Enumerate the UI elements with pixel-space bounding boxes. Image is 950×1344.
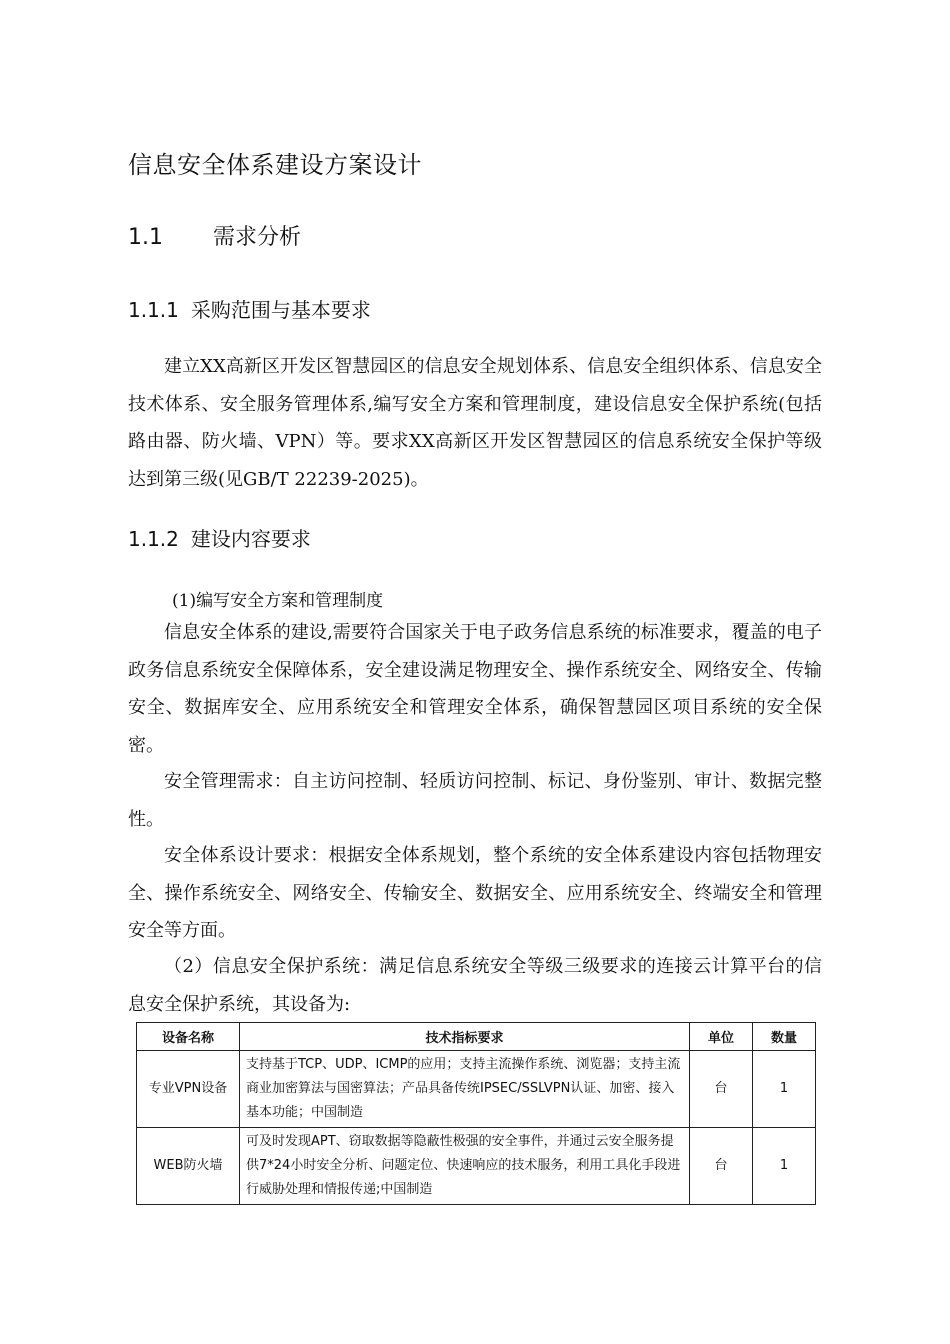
quantity-cell: 1 <box>753 1128 816 1205</box>
spec-cell: 支持基于TCP、UDP、ICMP的应用；支持主流操作系统、浏览器；支持主流商业加密算法与国密算法；产品具备传统IPSEC/SSLVPN认证、加密、接入基本功能；中国制造 <box>240 1051 690 1128</box>
table-header-cell: 单位 <box>690 1023 753 1051</box>
paragraph-protection-system: （2）信息安全保护系统：满足信息系统安全等级三级要求的连接云计算平台的信息安全保护系统，其设备为: <box>128 956 822 1015</box>
subsection-heading-2 <box>128 523 311 552</box>
table-header-cell: 设备名称 <box>137 1023 240 1051</box>
list-item-1: (1)编写安全方案和管理制度 <box>172 591 384 611</box>
paragraph-management-needs: 安全管理需求：自主访问控制、轻质访问控制、标记、身份鉴别、审计、数据完整性。 <box>128 771 822 830</box>
equipment-table <box>136 1022 816 1205</box>
section-heading <box>128 220 301 251</box>
table-header-row <box>137 1023 816 1051</box>
subsection-number: 1.1.1 <box>128 298 179 322</box>
unit-cell: 台 <box>690 1128 753 1205</box>
device-name-cell: WEB防火墙 <box>137 1128 240 1205</box>
unit-cell: 台 <box>690 1051 753 1128</box>
subsection-number: 1.1.2 <box>128 527 179 551</box>
procurement-paragraph: 建立XX高新区开发区智慧园区的信息安全规划体系、信息安全组织体系、信息安全技术体系、安全服务管理体系,编写安全方案和管理制度，建设信息安全保护系统(包括路由器、防火墙、VPN）等。要求XX高新区开发区智慧园区的信息系统安全保护等级达到第三级(见GB/T 22239-2025)。 <box>128 356 822 490</box>
quantity-cell: 1 <box>753 1051 816 1128</box>
device-name-cell: 专业VPN设备 <box>137 1051 240 1128</box>
paragraph-system-construction: 信息安全体系的建设,需要符合国家关于电子政务信息系统的标准要求，覆盖的电子政务信息系统安全保障体系，安全建设满足物理安全、操作系统安全、网络安全、传输安全、数据库安全、应用系统安全和管理安全体系，确保智慧园区项目系统的安全保密。 <box>128 622 822 756</box>
table-row <box>137 1128 816 1205</box>
section-number: 1.1 <box>128 225 163 250</box>
document-title: 信息安全体系建设方案设计 <box>128 151 422 179</box>
spec-cell: 可及时发现APT、窃取数据等隐蔽性极强的安全事件，并通过云安全服务提供7*24小时安全分析、问题定位、快速响应的技术服务，利用工具化手段进行威胁处理和情报传递;中国制造 <box>240 1128 690 1205</box>
subsection-heading-1 <box>128 294 371 323</box>
table-header-cell: 数量 <box>753 1023 816 1051</box>
section-title: 需求分析 <box>213 225 302 250</box>
subsection-title: 建设内容要求 <box>190 527 311 551</box>
table-row <box>137 1051 816 1128</box>
subsection-title: 采购范围与基本要求 <box>190 298 371 322</box>
table-header-cell: 技术指标要求 <box>240 1023 690 1051</box>
paragraph-design-requirements: 安全体系设计要求：根据安全体系规划，整个系统的安全体系建设内容包括物理安全、操作系统安全、网络安全、传输安全、数据安全、应用系统安全、终端安全和管理安全等方面。 <box>128 845 822 941</box>
